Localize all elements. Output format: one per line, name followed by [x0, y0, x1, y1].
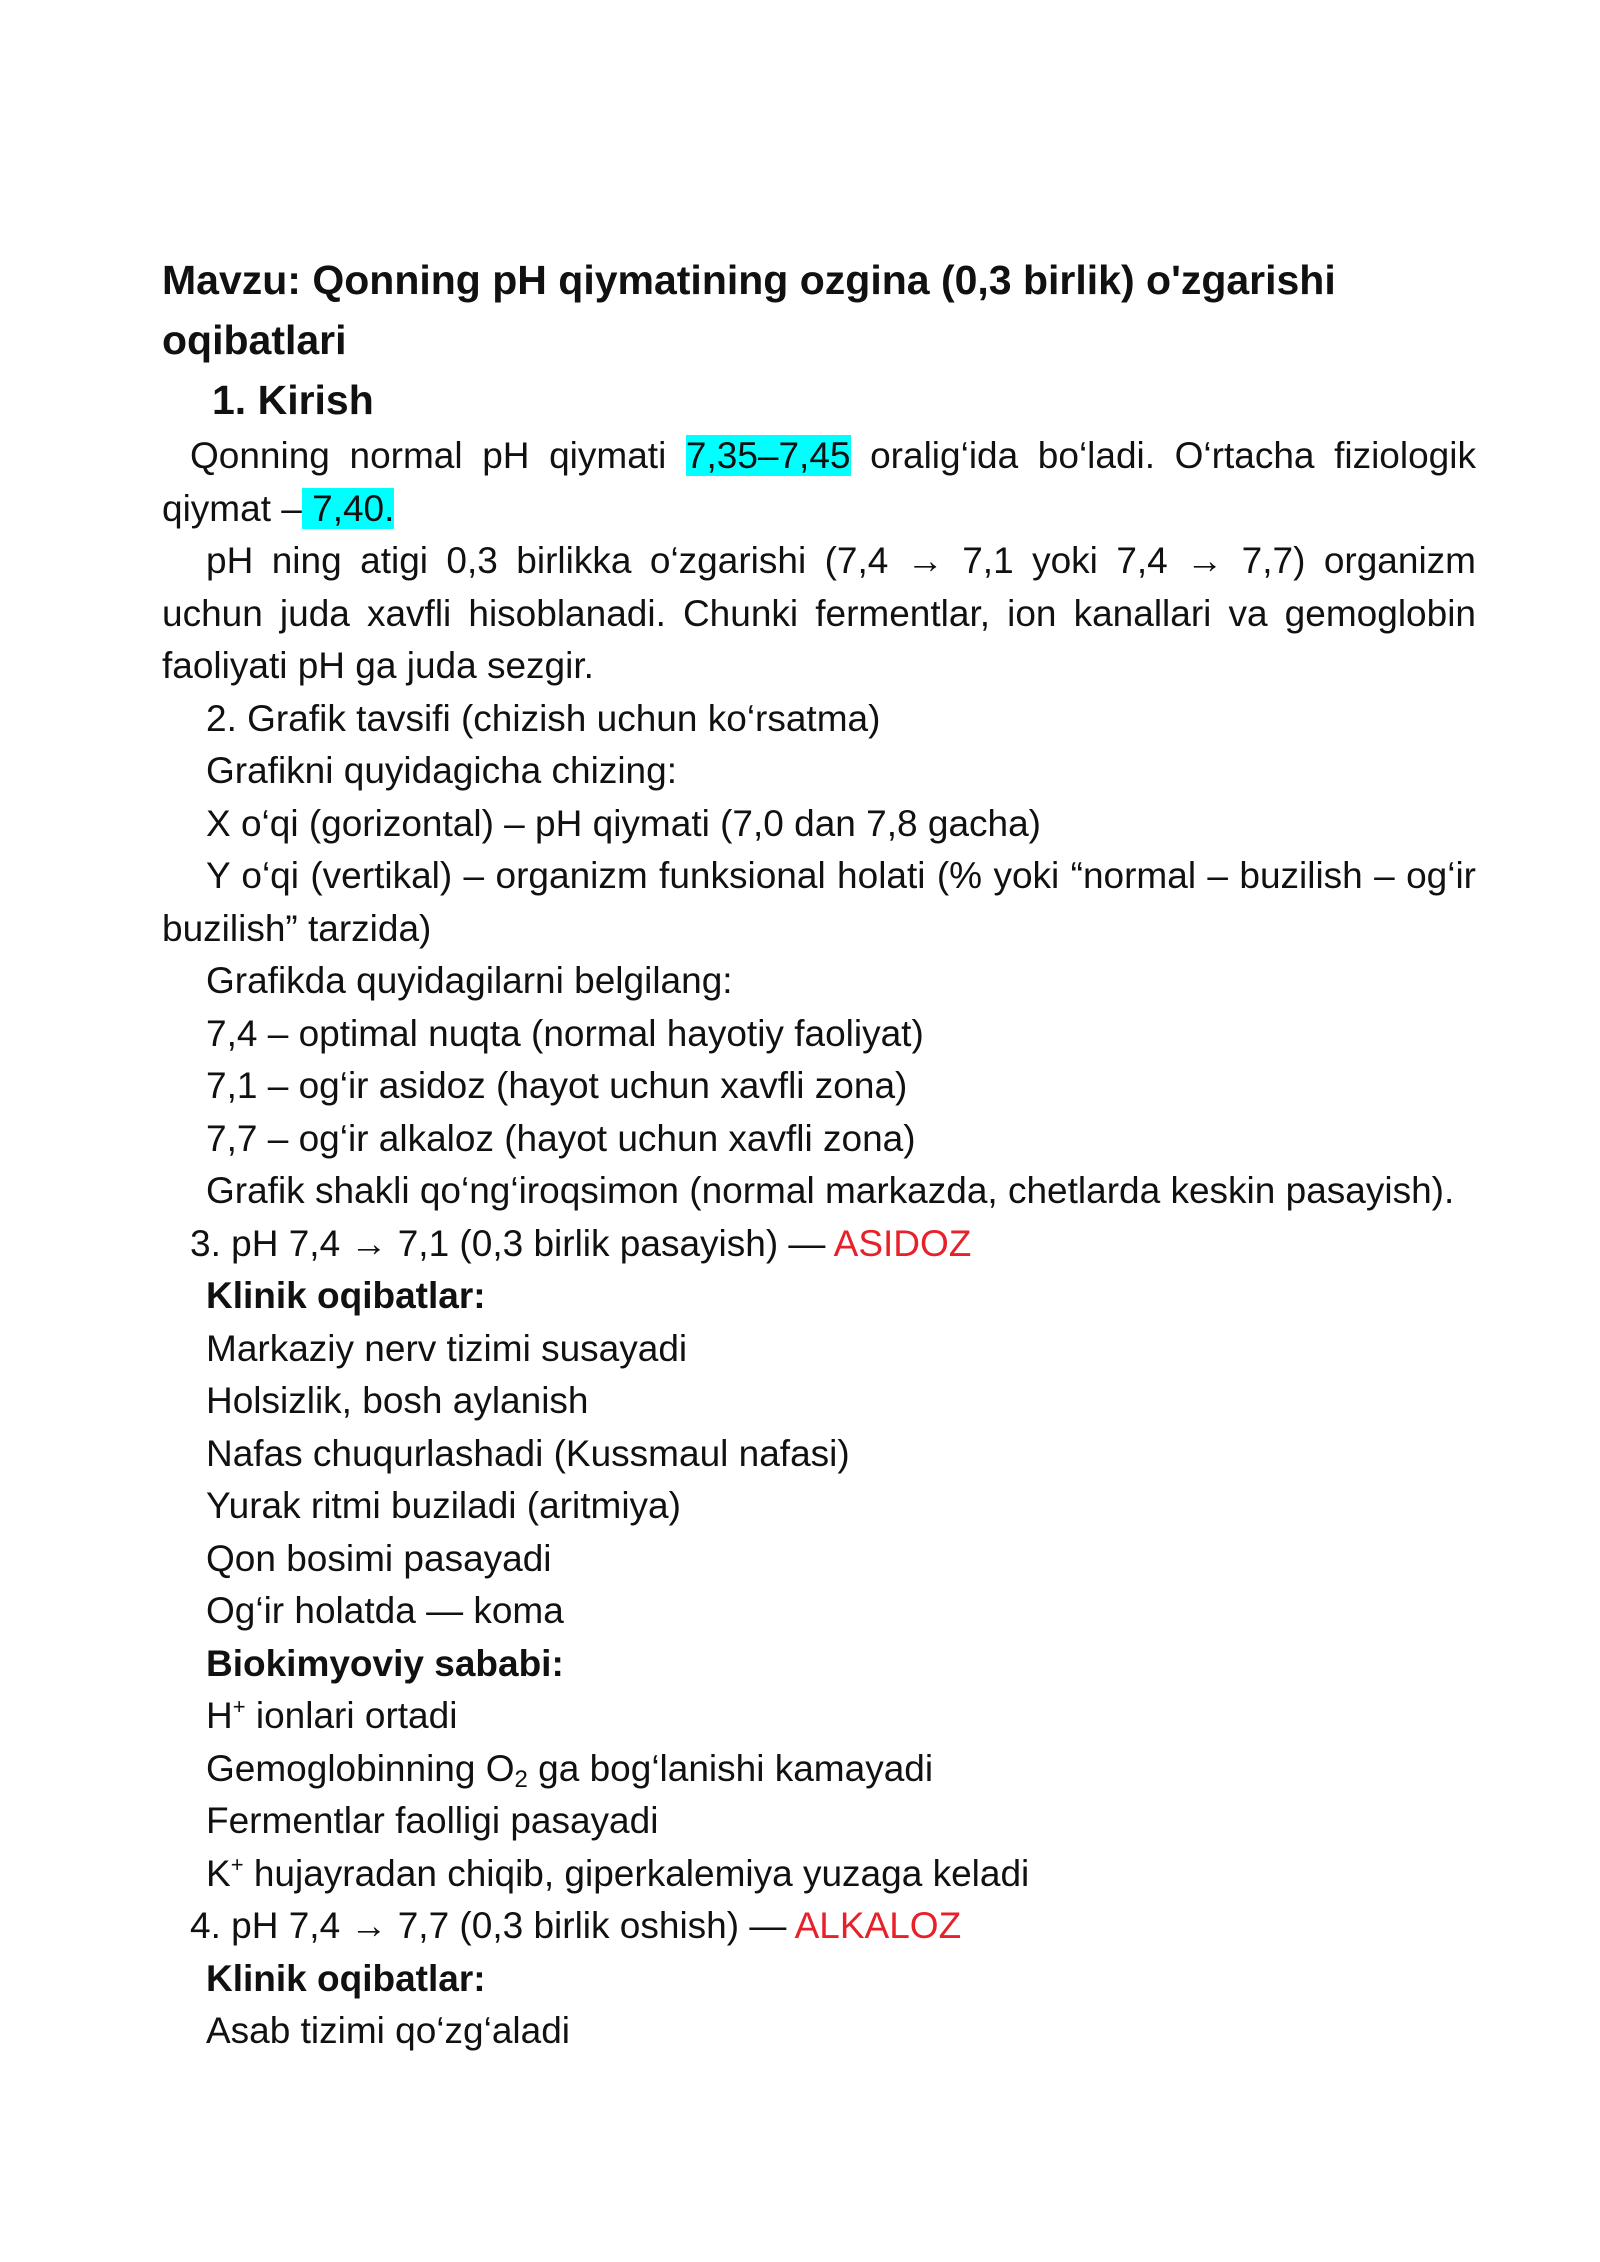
list-item: Markaziy nerv tizimi susayadi [206, 1327, 688, 1369]
list-item: Nafas chuqurlashadi (Kussmaul nafasi) [206, 1432, 850, 1474]
superscript: + [232, 1694, 246, 1719]
paragraph-graph-shape: Grafik shakli qo‘ng‘iroqsimon (normal markazda, chetlarda keskin pasayish). [206, 1170, 1455, 1211]
biochem-label: Biokimyoviy sababi: [206, 1642, 564, 1684]
text-run: 4. pH 7,4 → 7,7 (0,3 birlik oshish) — [190, 1905, 795, 1946]
list-item: 7,7 – og‘ir alkaloz (hayot uchun xavfli zona) [206, 1117, 916, 1159]
clinical-label: Klinik oqibatlar: [206, 1957, 486, 1999]
paragraph-mark-intro: Grafikda quyidagilarni belgilang: [206, 960, 733, 1001]
subscript: 2 [514, 1765, 528, 1793]
asidoz-label: ASIDOZ [833, 1222, 972, 1264]
paragraph-normal-ph [162, 430, 1476, 535]
list-item: Yurak ritmi buziladi (aritmiya) [206, 1485, 681, 1526]
text-run: K [206, 1852, 231, 1894]
text-run: oralig‘ida bo‘ladi. O‘rtacha fiziologik qiymat – [162, 435, 1476, 529]
alkaloz-label: ALKALOZ [794, 1905, 962, 1946]
clinical-label: Klinik oqibatlar: [206, 1275, 486, 1316]
text-run: ionlari ortadi [245, 1695, 458, 1736]
paragraph-y-axis: Y o‘qi (vertikal) – organizm funksional holati (% yoki “normal – buzilish – og‘ir buzilish” tarzida) [162, 855, 1476, 949]
list-item: 7,4 – optimal nuqta (normal hayotiy faoliyat) [206, 1012, 924, 1054]
text-run: ga bog‘lanishi kamayadi [527, 1747, 934, 1789]
superscript: + [230, 1851, 244, 1877]
heading-kirish: 1. Kirish [212, 377, 374, 423]
list-item [162, 1743, 1476, 1796]
heading-alkaloz [162, 1900, 1476, 1953]
paragraph-x-axis: X o‘qi (gorizontal) – pH qiymati (7,0 dan 7,8 gacha) [206, 802, 1041, 844]
list-item: Asab tizimi qo‘zg‘aladi [206, 2010, 571, 2051]
list-item [162, 1690, 1476, 1743]
list-item: Og‘ir holatda — koma [206, 1590, 564, 1631]
text-run: 3. pH 7,4 → 7,1 (0,3 birlik pasayish) — [190, 1222, 834, 1264]
highlight-range: 7,35–7,45 [685, 435, 851, 476]
heading-grafik: 2. Grafik tavsifi (chizish uchun ko‘rsatma) [206, 697, 881, 739]
text-run: H [206, 1695, 233, 1736]
paragraph-danger: pH ning atigi 0,3 birlikka o‘zgarishi (7,4 → 7,1 yoki 7,4 → 7,7) organizm uchun juda xavfli hisoblanadi. Chunki fermentlar, ion kanallari va gemoglobin faoliyati pH ga juda sezgir. [162, 540, 1476, 686]
list-item: Fermentlar faolligi pasayadi [206, 1800, 659, 1841]
text-run: hujayradan chiqib, giperkalemiya yuzaga keladi [243, 1852, 1030, 1894]
text-run: Gemoglobinning O [206, 1747, 515, 1789]
document-title: Mavzu: Qonning pH qiymatining ozgina (0,3 birlik) o'zgarishi oqibatlari [162, 257, 1336, 363]
list-item [162, 1848, 1476, 1901]
text-run: Qonning normal pH qiymati [190, 435, 686, 476]
highlight-average: 7,40. [301, 487, 395, 529]
list-item: Qon bosimi pasayadi [206, 1537, 552, 1579]
list-item: 7,1 – og‘ir asidoz (hayot uchun xavfli zona) [206, 1065, 908, 1106]
paragraph-grafik-intro: Grafikni quyidagicha chizing: [206, 750, 677, 791]
list-item: Holsizlik, bosh aylanish [206, 1380, 589, 1421]
heading-asidoz [162, 1218, 1476, 1271]
